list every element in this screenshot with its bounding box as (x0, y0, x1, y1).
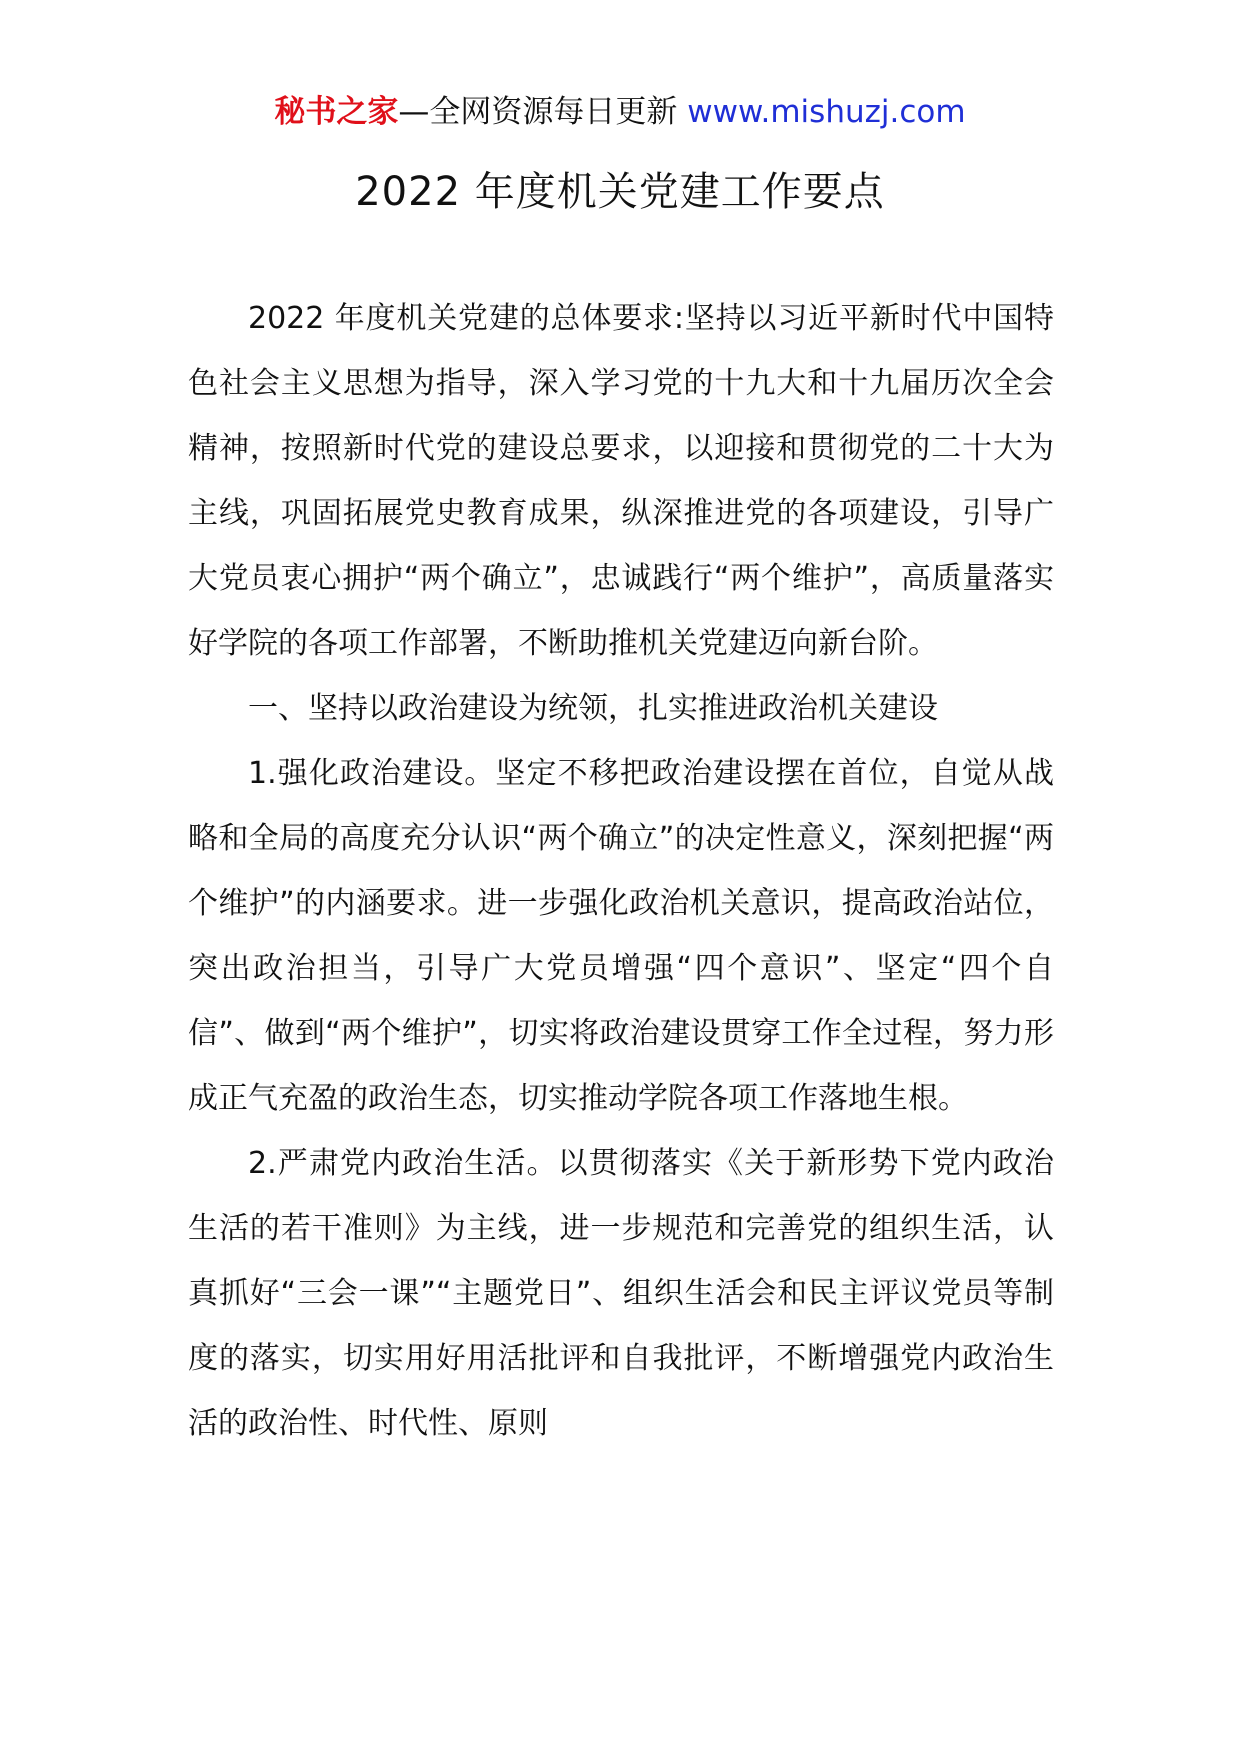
brand-name: 秘书之家 (274, 94, 399, 130)
item-paragraph-2: 2.严肃党内政治生活。以贯彻落实《关于新形势下党内政治生活的若干准则》为主线，进一步规范和完善党的组织生活，认真抓好“三会一课”“主题党日”、组织生活会和民主评议党员等制度的落实，切实用好用活批评和自我批评，不断增强党内政治生活的政治性、时代性、原则 (188, 1146, 1054, 1441)
item-paragraph-1: 1.强化政治建设。坚定不移把政治建设摆在首位，自觉从战略和全局的高度充分认识“两个确立”的决定性意义，深刻把握“两个维护”的内涵要求。进一步强化政治机关意识，提高政治站位，突出政治担当，引导广大党员增强“四个意识”、坚定“四个自信”、做到“两个维护”，切实将政治建设贯穿工作全过程，努力形成正气充盈的政治生态，切实推动学院各项工作落地生根。 (188, 756, 1054, 1116)
document-title: 2022 年度机关党建工作要点 (355, 169, 885, 215)
header-tagline: —全网资源每日更新 (398, 94, 678, 130)
site-url-link[interactable]: www.mishuzj.com (687, 94, 966, 130)
section-heading-1: 一、坚持以政治建设为统领，扎实推进政治机关建设 (248, 691, 938, 726)
document-body (188, 286, 1054, 1456)
site-header (0, 92, 1240, 132)
intro-paragraph: 2022 年度机关党建的总体要求:坚持以习近平新时代中国特色社会主义思想为指导，深入学习党的十九大和十九届历次全会精神，按照新时代党的建设总要求，以迎接和贯彻党的二十大为主线，巩固拓展党史教育成果，纵深推进党的各项建设，引导广大党员衷心拥护“两个确立”，忠诚践行“两个维护”，高质量落实好学院的各项工作部署，不断助推机关党建迈向新台阶。 (188, 301, 1054, 661)
